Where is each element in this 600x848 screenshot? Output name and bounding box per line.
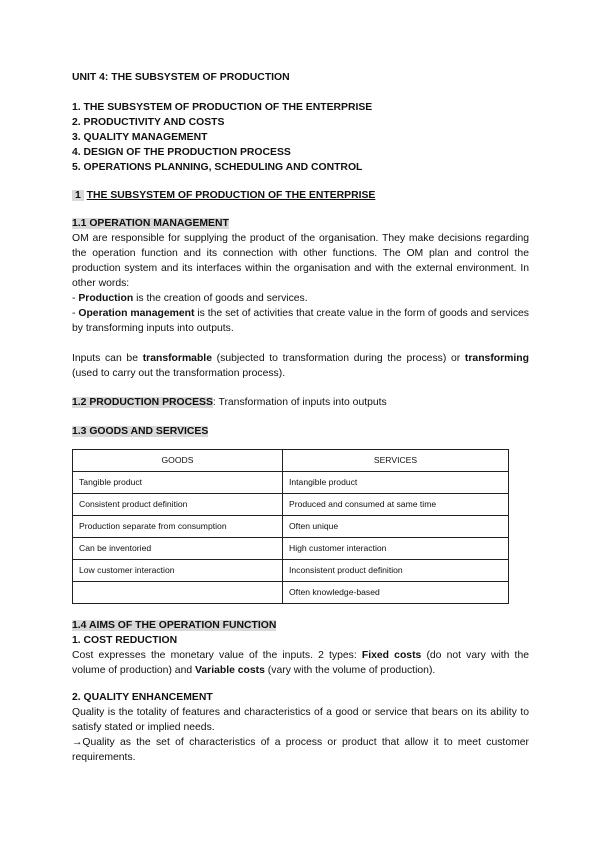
quality-paragraph-1: Quality is the totality of features and characteristics of a good or service that bears on its ability to satisfy stated or implied needs. [72, 707, 529, 733]
services-header: SERVICES [283, 450, 509, 472]
table-row [73, 538, 509, 560]
section-1-title: THE SUBSYSTEM OF PRODUCTION OF THE ENTERPRISE [86, 190, 376, 201]
inputs-paragraph: Inputs can be transformable (subjected to transformation during the process) or transforming (used to carry out the transformation process). [72, 353, 529, 379]
term-transforming: transforming [464, 353, 529, 364]
toc-item: 2. PRODUCTIVITY AND COSTS [72, 117, 225, 128]
toc-item: 4. DESIGN OF THE PRODUCTION PROCESS [72, 147, 291, 158]
table-row [73, 582, 509, 604]
services-cell: High customer interaction [283, 538, 509, 560]
goods-header: GOODS [73, 450, 283, 472]
table-row [73, 494, 509, 516]
term-transformable: transformable [142, 353, 212, 364]
toc-item: 1. THE SUBSYSTEM OF PRODUCTION OF THE ENTERPRISE [72, 102, 373, 113]
table-row [73, 560, 509, 582]
toc-item: 3. QUALITY MANAGEMENT [72, 132, 208, 143]
goods-cell: Low customer interaction [73, 560, 283, 582]
term-variable-costs: Variable costs [195, 665, 265, 676]
heading-1-2: 1.2 PRODUCTION PROCESS [72, 397, 213, 408]
om-paragraph: OM are responsible for supplying the product of the organisation. They make decisions regarding the operation function and its connection with other functions. The OM plan and control the production system and its interfaces within the organisation and with the external environment. In other words: [72, 233, 529, 289]
table-header-row [73, 450, 509, 472]
services-cell: Produced and consumed at same time [283, 494, 509, 516]
quality-paragraph-2: →Quality as the set of characteristics of a process or product that allow it to meet customer requirements. [72, 737, 529, 763]
section-1-number: 1 [72, 190, 84, 201]
table-row [73, 516, 509, 538]
services-cell: Often knowledge-based [283, 582, 509, 604]
goods-cell [73, 582, 283, 604]
heading-1-1: 1.1 OPERATION MANAGEMENT [72, 218, 229, 229]
table-of-contents [72, 100, 529, 175]
goods-cell: Tangible product [73, 472, 283, 494]
term-production: Production [78, 293, 134, 304]
services-cell: Inconsistent product definition [283, 560, 509, 582]
services-cell: Intangible product [283, 472, 509, 494]
heading-1-3: 1.3 GOODS AND SERVICES [72, 426, 209, 437]
cost-paragraph: Cost expresses the monetary value of the inputs. 2 types: Fixed costs (do not vary with the volume of production) and Variable costs (vary with the volume of production). [72, 650, 529, 676]
unit-title: UNIT 4: THE SUBSYSTEM OF PRODUCTION [72, 72, 290, 83]
heading-1-4: 1.4 AIMS OF THE OPERATION FUNCTION [72, 620, 277, 631]
bullet-operation-management: - Operation management is the set of activities that create value in the form of goods and services by transforming inputs into outputs. [72, 308, 529, 334]
goods-cell: Consistent product definition [73, 494, 283, 516]
production-process-text: Transformation of inputs into outputs [215, 397, 387, 408]
goods-services-table [72, 449, 509, 604]
section-1-heading [72, 188, 529, 203]
goods-cell: Can be inventoried [73, 538, 283, 560]
table-row [73, 472, 509, 494]
section-1-2: 1.2 PRODUCTION PROCESS: Transformation of inputs into outputs [72, 397, 387, 408]
services-cell: Often unique [283, 516, 509, 538]
goods-cell: Production separate from consumption [73, 516, 283, 538]
document-page [72, 70, 529, 765]
term-operation-management: Operation management [78, 308, 195, 319]
term-fixed-costs: Fixed costs [361, 650, 422, 661]
bullet-production: - Production is the creation of goods and services. [72, 293, 308, 304]
quality-enhancement-heading: 2. QUALITY ENHANCEMENT [72, 692, 213, 703]
cost-reduction-heading: 1. COST REDUCTION [72, 635, 178, 646]
toc-item: 5. OPERATIONS PLANNING, SCHEDULING AND CONTROL [72, 162, 363, 173]
